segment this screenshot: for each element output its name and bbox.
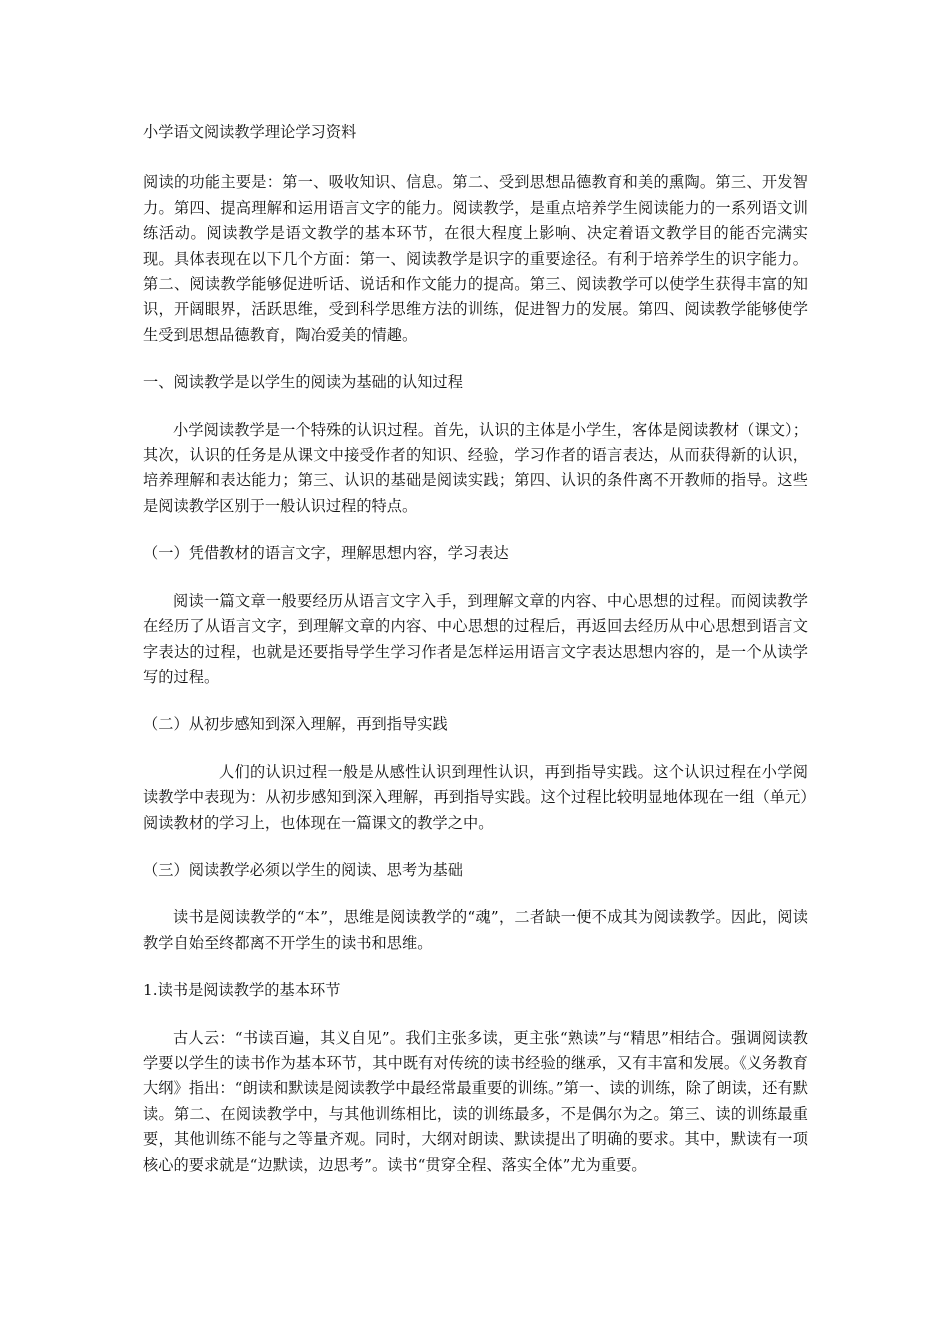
paragraph-perception-practice: 人们的认识过程一般是从感性认识到理性认识，再到指导实践。这个认识过程在小学阅读教学中表现为：从初步感知到深入理解，再到指导实践。这个过程比较明显地体现在一组（单元）阅读教材的学习上，也体现在一篇课文的教学之中。 xyxy=(143,762,808,832)
paragraph-basic-reading: 古人云：“书读百遍，其义自见”。我们主张多读，更主张“熟读”与“精思”相结合。强调阅读教学要以学生的读书作为基本环节，其中既有对传统的读书经验的继承，又有丰富和发展。《义务教育大纲》指出：“朗读和默读是阅读教学中最经常最重要的训练。”第一、读的训练，除了朗读，还有默读。第二、在阅读教学中，与其他训练相比，读的训练最多，不是偶尔为之。第三、读的训练最重要，其他训练不能与之等量齐观。同时，大纲对朗读、默读提出了明确的要求。其中，默读有一项核心的要求就是“边默读，边思考”。读书“贯穿全程、落实全体”尤为重要。 xyxy=(143,1028,808,1174)
document-body xyxy=(143,120,808,1178)
subsection-heading-1: （一）凭借教材的语言文字，理解思想内容，学习表达 xyxy=(143,544,509,563)
section-heading-2: 1.读书是阅读教学的基本环节 xyxy=(143,981,341,1000)
paragraph-reading-functions: 阅读的功能主要是：第一、吸收知识、信息。第二、受到思想品德教育和美的熏陶。第三、开发智力。第四、提高理解和运用语言文字的能力。阅读教学，是重点培养学生阅读能力的一系列语文训练活动。阅读教学是语文教学的基本环节，在很大程度上影响、决定着语文教学目的能否完满实现。具体表现在以下几个方面：第一、阅读教学是识字的重要途径。有利于培养学生的识字能力。第二、阅读教学能够促进听话、说话和作文能力的提高。第三、阅读教学可以使学生获得丰富的知识，开阔眼界，活跃思维，受到科学思维方法的训练，促进智力的发展。第四、阅读教学能够使学生受到思想品德教育，陶冶爱美的情趣。 xyxy=(143,173,808,344)
paragraph-reading-thinking: 读书是阅读教学的“本”，思维是阅读教学的“魂”，二者缺一便不成其为阅读教学。因此，阅读教学自始至终都离不开学生的读书和思维。 xyxy=(143,908,808,952)
subsection-heading-3: （三）阅读教学必须以学生的阅读、思考为基础 xyxy=(143,860,463,879)
paragraph-language-understanding: 阅读一篇文章一般要经历从语言文字入手，到理解文章的内容、中心思想的过程。而阅读教学在经历了从语言文字，到理解文章的内容、中心思想的过程后，再返回去经历从中心思想到语言文字表达的过程，也就是还要指导学生学习作者是怎样运用语言文字表达思想内容的，是一个从读学写的过程。 xyxy=(143,591,808,686)
subsection-heading-2: （二）从初步感知到深入理解，再到指导实践 xyxy=(143,715,448,734)
document-title: 小学语文阅读教学理论学习资料 xyxy=(143,123,357,141)
paragraph-cognitive-process: 小学阅读教学是一个特殊的认识过程。首先，认识的主体是小学生，客体是阅读教材（课文）；其次，认识的任务是从课文中接受作者的知识、经验，学习作者的语言表达，从而获得新的认识，培养理解和表达能力；第三、认识的基础是阅读实践；第四、认识的条件离不开教师的指导。这些是阅读教学区别于一般认识过程的特点。 xyxy=(143,420,808,515)
section-heading-1: 一、阅读教学是以学生的阅读为基础的认知过程 xyxy=(143,373,463,392)
